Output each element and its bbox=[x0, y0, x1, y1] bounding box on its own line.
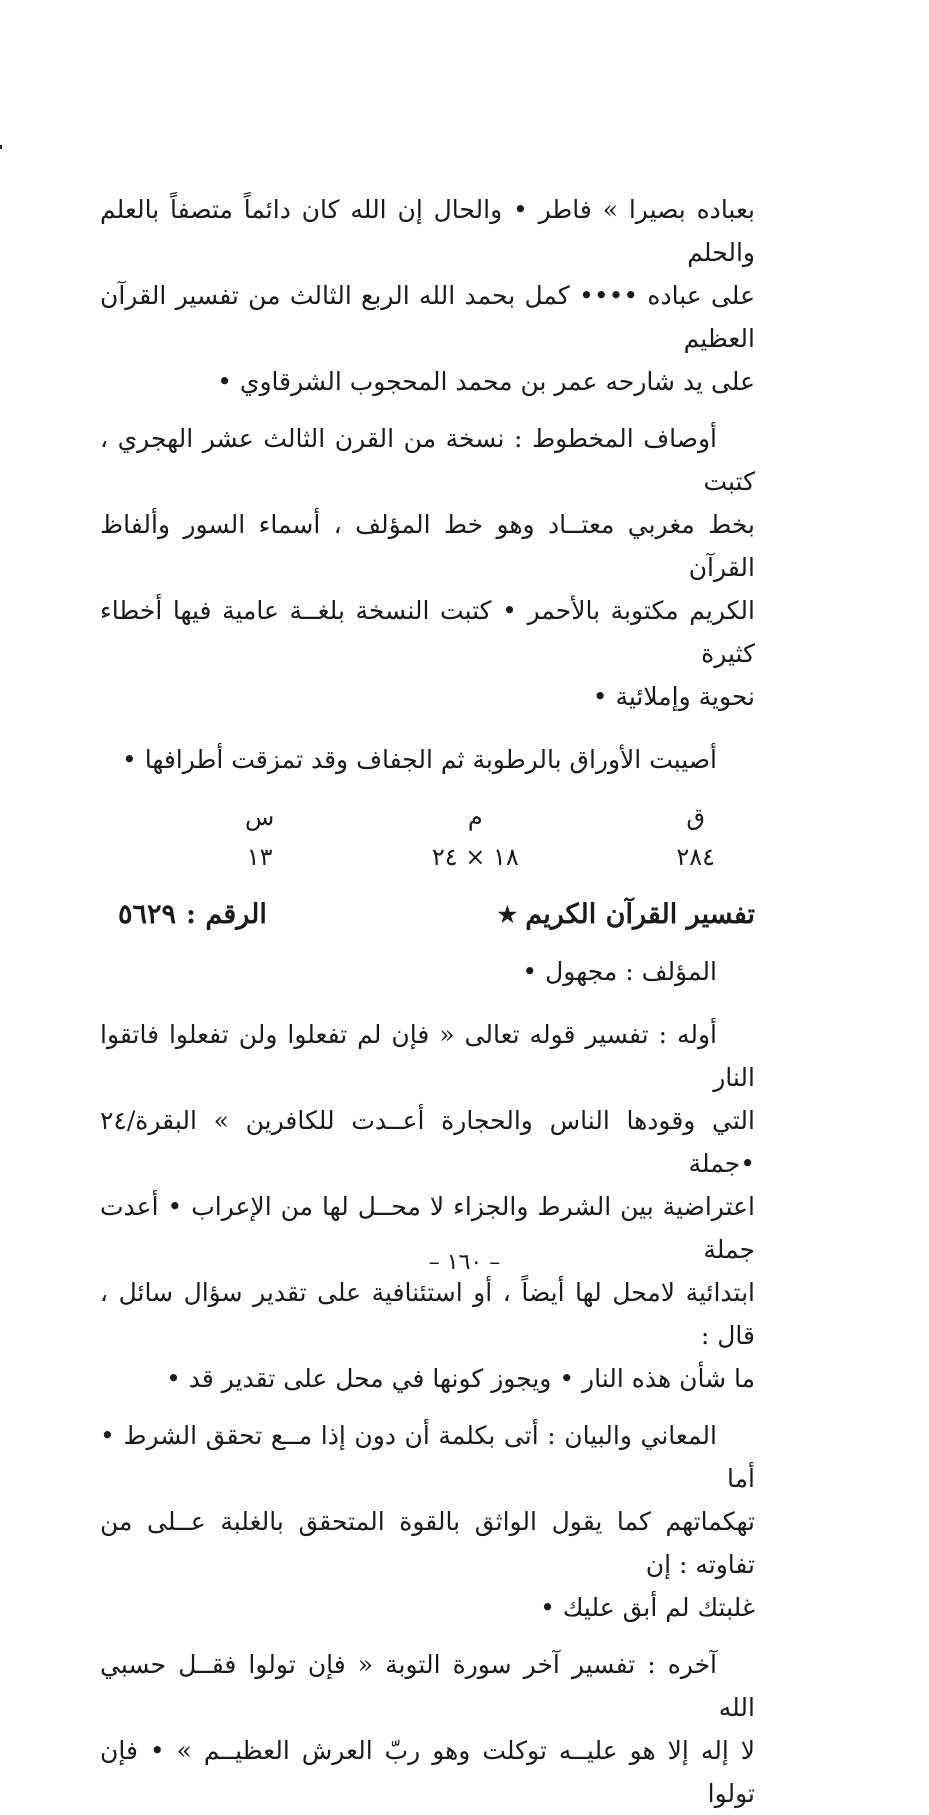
text-line: آخره : تفسير آخر سورة التوبة « فإن تولوا فقــل حسبي الله bbox=[100, 1650, 755, 1722]
text-line: على يد شارحه عمر بن محمد المحجوب الشرقاوي • bbox=[217, 367, 755, 396]
stat-value: ٢٨٤ bbox=[676, 843, 715, 871]
page-number: – ١٦٠ – bbox=[428, 1250, 501, 1275]
paragraph-rhetoric bbox=[100, 1414, 755, 1629]
stat-size bbox=[432, 803, 519, 871]
stat-lines bbox=[245, 803, 274, 871]
entry-title-text: تفسير القرآن الكريم bbox=[525, 899, 755, 930]
text-line: ما شأن هذه النار • ويجوز كونها في محل على تقدير قد • bbox=[166, 1364, 755, 1393]
stat-leaves bbox=[676, 803, 715, 871]
entry-number bbox=[118, 899, 267, 930]
text-line: ابتدائية لامحل لها أيضاً ، أو استئنافية على تقدير سؤال سائل ، قال : bbox=[100, 1278, 755, 1350]
paragraph-manuscript-description bbox=[100, 417, 755, 718]
paragraph-damage-note bbox=[100, 738, 755, 781]
entry-heading bbox=[100, 899, 755, 930]
text-line: التي وقودها الناس والحجارة أعــدت للكافرين » البقرة/٢٤ •جملة bbox=[100, 1106, 755, 1178]
text-line: أصيبت الأوراق بالرطوبة ثم الجفاف وقد تمزقت أطرافها • bbox=[122, 745, 717, 774]
paragraph-closing-section bbox=[100, 188, 755, 403]
scan-speck bbox=[0, 145, 2, 149]
text-line: تهكماتهم كما يقول الواثق بالقوة المتحقق بالغلبة عــلى من تفاوته : إن bbox=[100, 1507, 755, 1579]
page-body bbox=[100, 188, 755, 1815]
stat-value: ١٣ bbox=[246, 843, 273, 871]
text-line: على عباده •••• كمل بحمد الله الربع الثالث من تفسير القرآن العظيم bbox=[100, 281, 755, 353]
text-line: أوصاف المخطوط : نسخة من القرن الثالث عشر الهجري ، كتبت bbox=[100, 424, 755, 496]
stat-label: س bbox=[245, 803, 275, 831]
paragraph-incipit bbox=[100, 1013, 755, 1400]
stat-value: ١٨ × ٢٤ bbox=[431, 843, 519, 871]
text-line: اعتراضية بين الشرط والجزاء لا محــل لها من الإعراب • أعدت جملة bbox=[100, 1192, 755, 1264]
manuscript-stats bbox=[245, 803, 715, 871]
text-line: لا إله إلا هو عليــه توكلت وهو ربّ العرش العظيــم » • فإن تولوا bbox=[100, 1736, 755, 1808]
entry-number-value: ٥٦٢٩ bbox=[118, 899, 177, 930]
stat-label: ق bbox=[686, 803, 705, 831]
text-line: بخط مغربي معتــاد وهو خط المؤلف ، أسماء السور وألفاظ القرآن bbox=[100, 510, 755, 582]
text-line: أوله : تفسير قوله تعالى « فإن لم تفعلوا ولن تفعلوا فاتقوا النار bbox=[100, 1020, 755, 1092]
text-line: بعباده بصيرا » فاطر • والحال إن الله كان دائماً متصفاً بالعلم والحلم bbox=[100, 195, 755, 267]
text-line: المعاني والبيان : أتى بكلمة أن دون إذا مــع تحقق الشرط • أما bbox=[100, 1421, 755, 1493]
entry-number-label: الرقم : bbox=[186, 899, 267, 930]
text-line: الكريم مكتوبة بالأحمر • كتبت النسخة بلغــة عامية فيها أخطاء كثيرة bbox=[100, 596, 755, 668]
stat-label: م bbox=[467, 803, 483, 831]
paragraph-author bbox=[100, 950, 755, 993]
text-line: غلبتك لم أبق عليك • bbox=[540, 1593, 755, 1622]
paragraph-explicit bbox=[100, 1643, 755, 1815]
star-icon: ★ bbox=[497, 901, 518, 928]
text-line: نحوية وإملائية • bbox=[592, 682, 755, 711]
text-line: المؤلف : مجهول • bbox=[522, 957, 717, 986]
entry-title bbox=[498, 899, 755, 930]
